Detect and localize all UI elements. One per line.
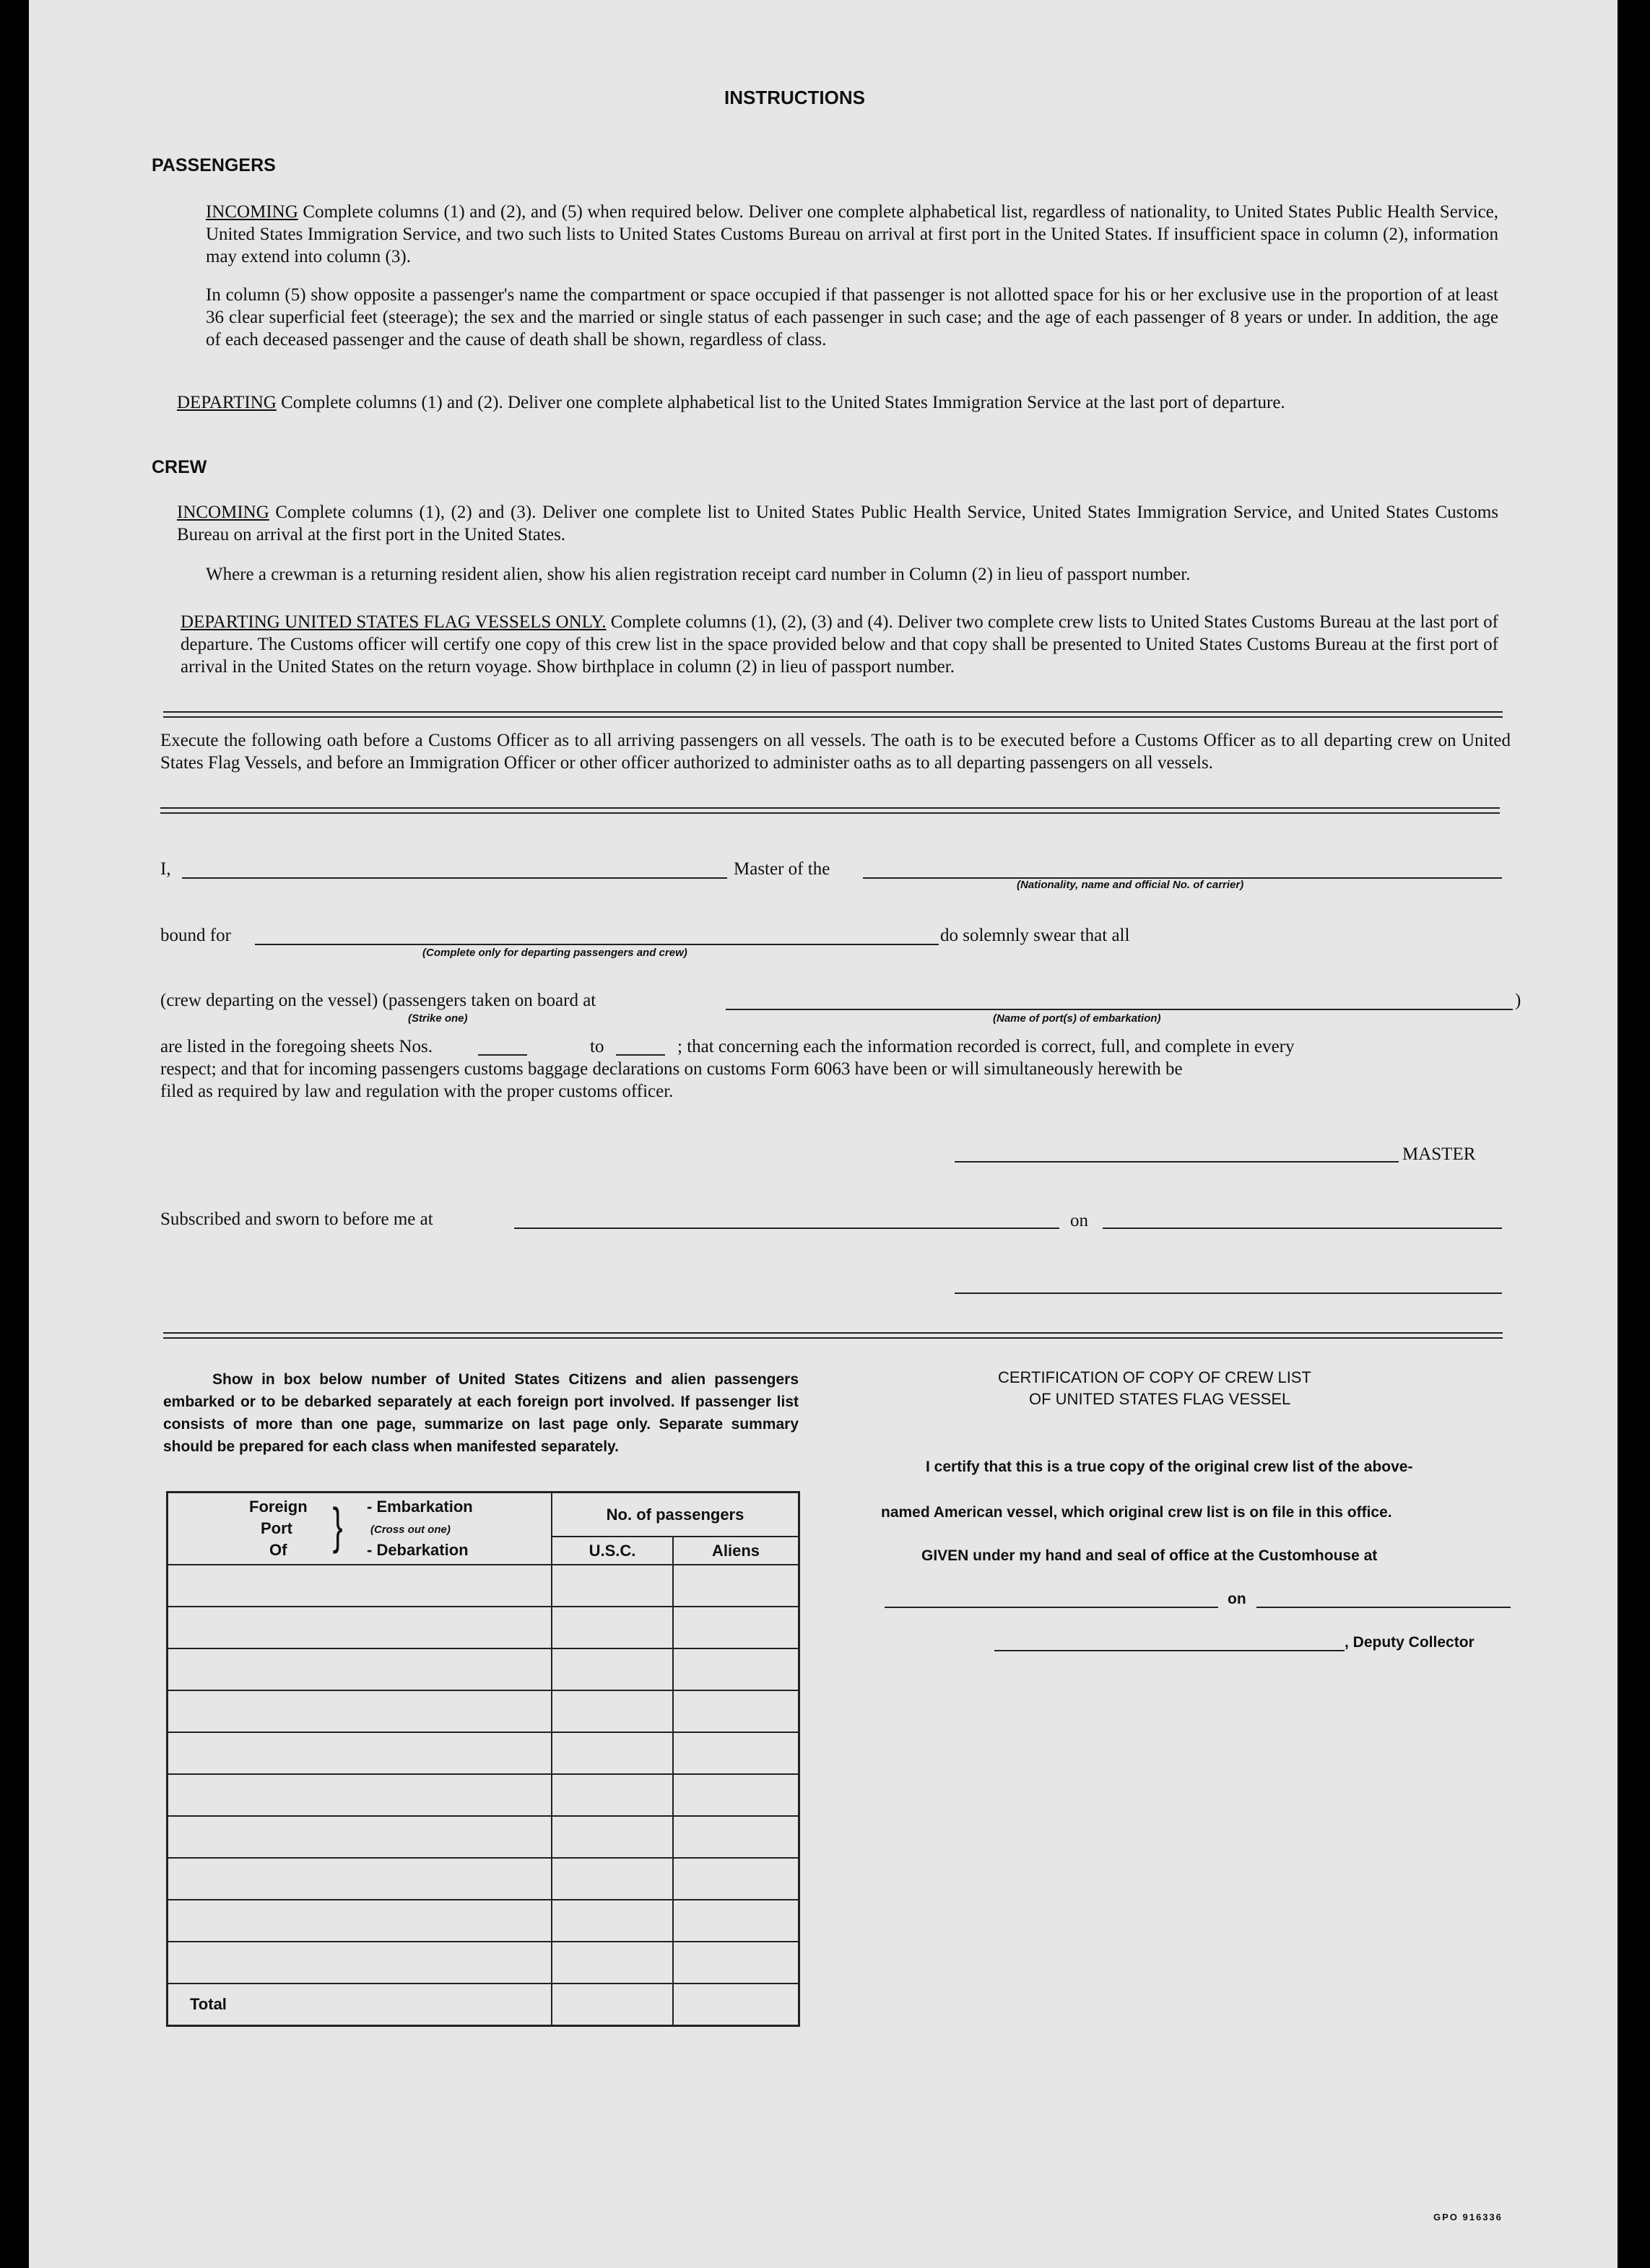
master-name-field[interactable] [182,877,727,879]
embarkation-label: - Embarkation [367,1498,473,1516]
aliens-cell[interactable] [673,1607,799,1648]
master-of-the-label: Master of the [734,859,830,879]
strike-one-hint: (Strike one) [408,1012,468,1025]
port-cell[interactable] [168,1732,552,1774]
form-page [29,0,1618,2268]
passengers-departing-label: DEPARTING [177,393,277,412]
usc-cell[interactable] [552,1565,673,1607]
crew-passengers-label: (crew departing on the vessel) (passengers taken on board at [160,991,596,1010]
table-row [168,1816,799,1858]
aliens-cell[interactable] [673,1565,799,1607]
section-divider [163,1332,1503,1339]
table-row [168,1648,799,1690]
close-paren: ) [1515,991,1521,1010]
port-cell[interactable] [168,1774,552,1816]
table-row [168,1942,799,1984]
sheet-to-field[interactable] [616,1054,665,1056]
aliens-cell[interactable] [673,1648,799,1690]
crew-departing-text: Complete columns (1), (2), (3) and (4). Deliver two complete crew lists to United States Customs Bureau at the last port of departure. The Customs officer will certify one copy of this crew list in the space provided below and that copy shall be presented to United States Customs Bureau at the first port of arrival in the United States on the return voyage. Show birthplace in column (2) in lieu of passport number. [181,612,1498,677]
certification-text-line1: I certify that this is a true copy of the original crew list of the above- [926,1459,1413,1475]
crew-incoming-text: Complete columns (1), (2) and (3). Deliver one complete list to United States Public Health Service, United States Immigration Service, and United States Customs Bureau on arrival at the first port in the United States. [177,503,1499,544]
table-row [168,1690,799,1732]
debarkation-label: - Debarkation [367,1541,469,1559]
sworn-place-field[interactable] [514,1228,1059,1229]
table-row [168,1565,799,1607]
usc-cell[interactable] [552,1690,673,1732]
gpo-code: GPO 916336 [1433,2212,1503,2223]
port-cell[interactable] [168,1648,552,1690]
total-label: Total [168,1984,552,2026]
port-cell[interactable] [168,1565,552,1607]
passengers-column5-text: In column (5) show opposite a passenger's name the compartment or space occupied if that passenger is not allotted space for his or her exclusive use in the proportion of at least 36 clear superficial feet (steerage); the sex and the married or single status of each passenger in such case; and the age of each passenger of 8 years or under. In addition, the age of each deceased passenger and the cause of death shall be shown, regardless of class. [206,285,1498,349]
table-row [168,1732,799,1774]
total-row [168,1984,799,2026]
usc-cell[interactable] [552,1648,673,1690]
aliens-cell[interactable] [673,1900,799,1942]
aliens-cell[interactable] [673,1942,799,1984]
port-cell[interactable] [168,1900,552,1942]
bound-for-field[interactable] [255,944,939,945]
swear-label: do solemnly swear that all [940,926,1130,945]
table-row [168,1774,799,1816]
usc-cell[interactable] [552,1900,673,1942]
listed-text-a: are listed in the foregoing sheets Nos. [160,1037,433,1056]
crew-incoming-label: INCOMING [177,503,269,522]
passengers-incoming-label: INCOMING [206,202,298,222]
deputy-collector-label: , Deputy Collector [1345,1634,1475,1651]
master-signature-field[interactable] [955,1161,1399,1163]
crew-resident-alien-text: Where a crewman is a returning resident alien, show his alien registration receipt card number in Column (2) in lieu of passport number. [206,565,1191,584]
oath-i-label: I, [160,859,171,879]
passengers-incoming-paragraph [206,201,1498,268]
port-cell[interactable] [168,1690,552,1732]
crew-departing-paragraph [181,611,1498,678]
passengers-departing-text: Complete columns (1) and (2). Deliver one complete alphabetical list to the United States Immigration Service at the last port of departure. [281,393,1285,412]
usc-cell[interactable] [552,1607,673,1648]
deputy-signature-field[interactable] [994,1650,1345,1651]
passenger-summary-table [166,1491,800,2027]
table-row [168,1900,799,1942]
passengers-departing-paragraph [177,391,1498,414]
table-row [168,1858,799,1900]
certification-title-line1: CERTIFICATION OF COPY OF CREW LIST [998,1368,1311,1386]
col-port: Port [261,1519,292,1537]
aliens-cell[interactable] [673,1774,799,1816]
listed-text-line2: respect; and that for incoming passengers customs baggage declarations on customs Form 6063 have been or will simultaneously herewith be [160,1059,1183,1079]
listed-text-b: ; that concerning each the information recorded is correct, full, and complete in every [677,1037,1295,1056]
port-cell[interactable] [168,1607,552,1648]
certification-date-field[interactable] [1256,1607,1511,1608]
port-hint: (Name of port(s) of embarkation) [993,1012,1161,1025]
usc-cell[interactable] [552,1942,673,1984]
sheet-from-field[interactable] [478,1054,527,1056]
bound-for-hint: (Complete only for departing passengers and crew) [422,947,687,959]
passengers-count-header: No. of passengers [552,1493,799,1537]
total-usc-cell[interactable] [552,1984,673,2026]
customhouse-field[interactable] [885,1607,1218,1608]
port-cell[interactable] [168,1942,552,1984]
carrier-hint: (Nationality, name and official No. of carrier) [1017,879,1244,891]
aliens-cell[interactable] [673,1858,799,1900]
port-header-cell [168,1493,552,1565]
usc-cell[interactable] [552,1816,673,1858]
sworn-on-label: on [1070,1211,1088,1230]
oath-intro: Execute the following oath before a Customs Officer as to all arriving passengers on all vessels. The oath is to be executed before a Customs Officer as to all departing crew on United States Flag Vessels, and before an Immigration Officer or other officer authorized to administer oaths as to all departing passengers on all vessels. [160,731,1511,773]
aliens-header: Aliens [673,1537,799,1565]
aliens-cell[interactable] [673,1732,799,1774]
usc-cell[interactable] [552,1732,673,1774]
port-cell[interactable] [168,1858,552,1900]
aliens-cell[interactable] [673,1816,799,1858]
cross-out-hint: (Cross out one) [370,1524,451,1536]
certification-on-label: on [1228,1591,1246,1607]
passengers-heading: PASSENGERS [152,155,276,175]
crew-incoming-paragraph [177,501,1498,546]
certification-given: GIVEN under my hand and seal of office at the Customhouse at [921,1547,1378,1564]
listed-text-line3: filed as required by law and regulation with the proper customs officer. [160,1082,674,1101]
instructions-title: INSTRUCTIONS [724,87,865,108]
col-foreign: Foreign [249,1498,308,1516]
section-divider [163,711,1503,718]
usc-cell[interactable] [552,1858,673,1900]
summary-instructions: Show in box below number of United States Citizens and alien passengers embarked or to be debarked separately at each foreign port involved. If passenger list consists of more than one page, summarize on last page only. Separate summary should be prepared for each class when manifested separately. [163,1371,799,1455]
certification-text-line2: named American vessel, which original crew list is on file in this office. [881,1504,1392,1521]
master-label: MASTER [1402,1144,1476,1164]
passengers-incoming-text: Complete columns (1) and (2), and (5) when required below. Deliver one complete alphabetical list, regardless of nationality, to United States Public Health Service, United States Immigration Service, and two such lists to United States Customs Bureau on arrival at first port in the United States. If insufficient space in column (2), information may extend into column (3). [206,202,1499,266]
col-of: Of [269,1541,287,1559]
crew-heading: CREW [152,457,207,477]
sworn-date-field[interactable] [1103,1228,1502,1229]
certification-title-line2: OF UNITED STATES FLAG VESSEL [1029,1390,1291,1408]
aliens-cell[interactable] [673,1690,799,1732]
total-aliens-cell[interactable] [673,1984,799,2026]
crew-departing-label: DEPARTING UNITED STATES FLAG VESSELS ONLY. [181,612,607,632]
listed-to-label: to [590,1037,604,1056]
brace-icon: } [332,1498,343,1554]
subscribed-label: Subscribed and sworn to before me at [160,1209,433,1229]
port-cell[interactable] [168,1816,552,1858]
embarkation-port-field[interactable] [726,1009,1513,1010]
bound-for-label: bound for [160,926,231,945]
officer-signature-field[interactable] [955,1292,1502,1294]
usc-cell[interactable] [552,1774,673,1816]
usc-header: U.S.C. [552,1537,673,1565]
table-row [168,1607,799,1648]
section-divider [160,807,1500,814]
